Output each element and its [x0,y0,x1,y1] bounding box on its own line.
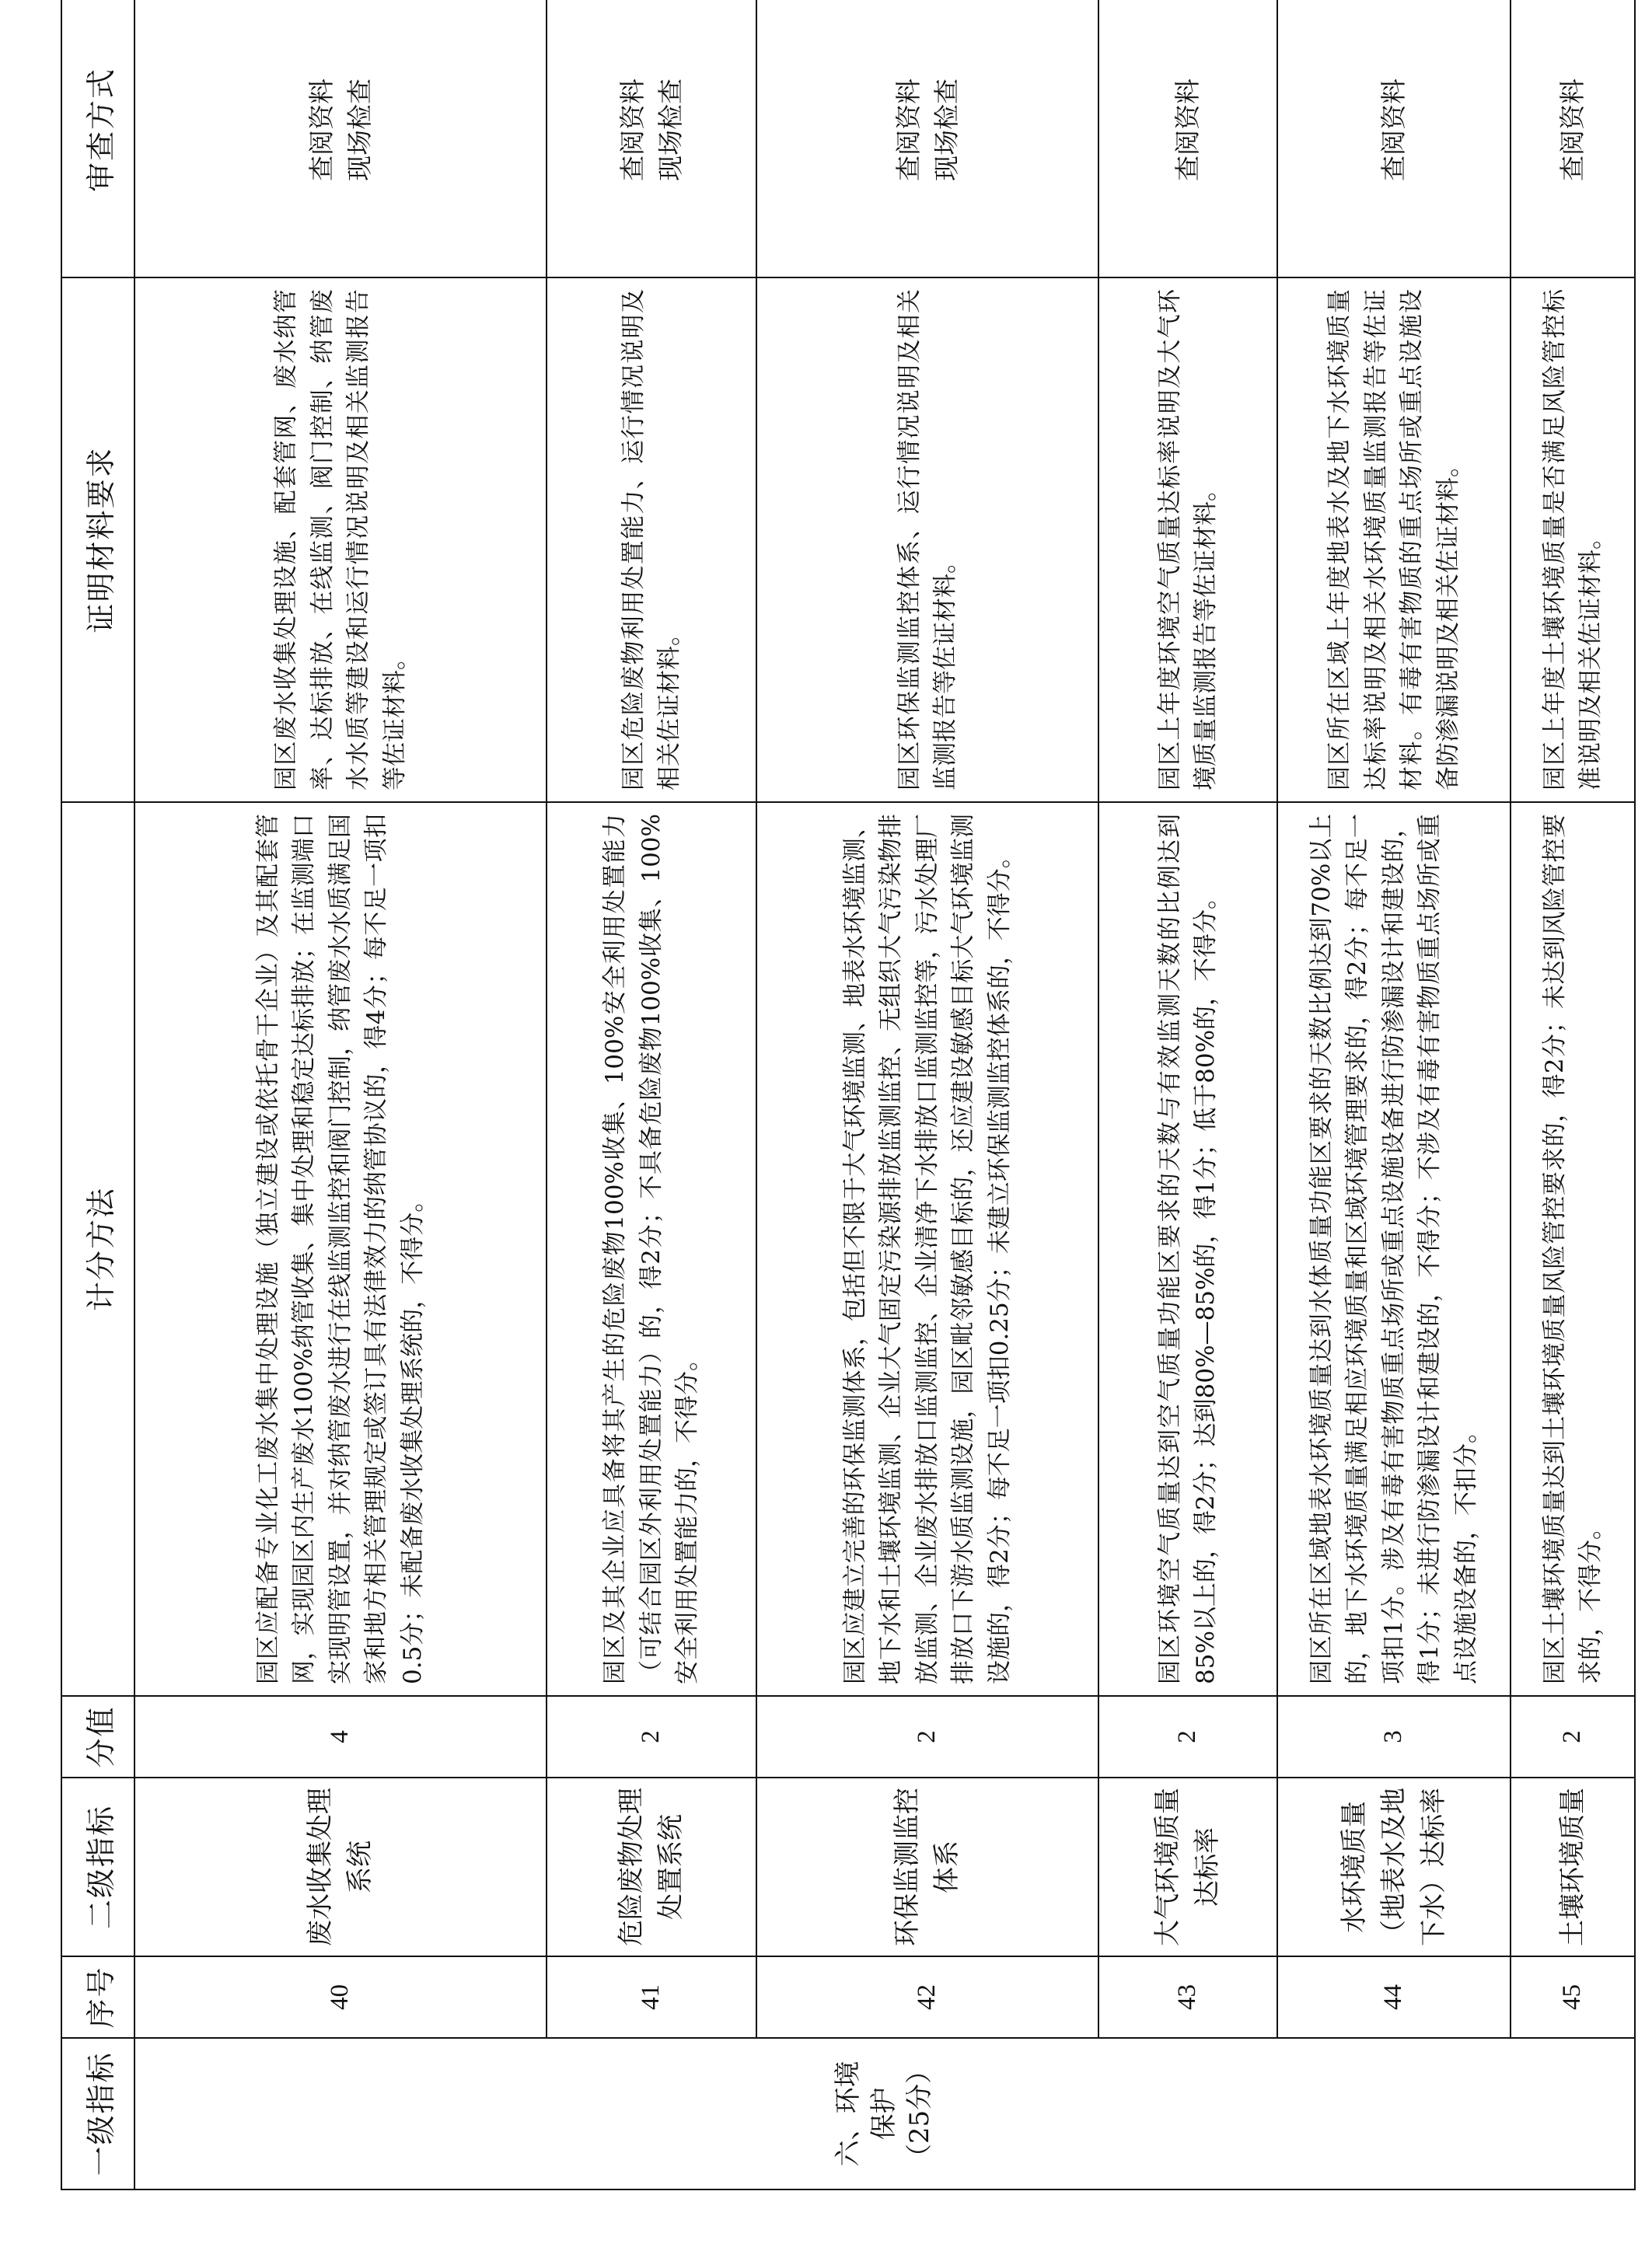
evidence-requirement: 园区废水收集处理设施、配套管网、废水纳管率、达标排放、在线监测、阀门控制、纳管废水水质等建设和运行情况说明及相关监测报告等佐证材料。 [134,277,547,802]
level2-indicator: 废水收集处理系统 [134,1778,547,1956]
row-number: 42 [756,1956,1098,2038]
level1-cell [134,2038,1635,2189]
review-method: 查阅资料 [1511,0,1635,277]
review-method: 查阅资料 [1277,0,1511,277]
table-row [1098,0,1277,2189]
level2-indicator: 环保监测监控体系 [756,1778,1098,1956]
row-score: 2 [1098,1696,1277,1778]
table-row [547,0,756,2189]
evidence-requirement: 园区危险废物利用处置能力、运行情况说明及相关佐证材料。 [547,277,756,802]
level1-line: 六、环境 [833,2060,864,2167]
row-number: 45 [1511,1956,1635,2038]
rotated-page [61,0,1605,2190]
row-number: 43 [1098,1956,1277,2038]
evidence-requirement: 园区所在区域上年度地表水及地下水环境质量达标率说明及相关水环境质量监测报告等佐证材料。有毒有害物质的重点场所或重点设施设备防渗漏说明及相关佐证材料。 [1277,277,1511,802]
table-row [134,0,547,2189]
evidence-requirement: 园区上年度土壤环境质量是否满足风险管控标准说明及相关佐证材料。 [1511,277,1635,802]
row-number: 40 [134,1956,547,2038]
scoring-method: 园区土壤环境质量达到土壤环境质量风险管控要求的，得2分；未达到风险管控要求的，不得分。 [1511,802,1635,1696]
review-method: 查阅资料 现场检查 [547,0,756,277]
scoring-method: 园区所在区域地表水环境质量达到水体质量功能区要求的天数比例达到70%以上的，地下水环境质量满足相应环境质量和区域环境管理要求的，得2分；每不足一项扣1分。涉及有毒有害物质重点场所或重点设施设备进行防渗漏设计和建设的，得1分；未进行防渗漏设计和建设的，不得分；不涉及有毒有害物质重点场所或重点设施设备的，不扣分。 [1277,802,1511,1696]
header-level2: 二级指标 [61,1778,134,1956]
row-score: 3 [1277,1696,1511,1778]
evidence-requirement: 园区上年度环境空气质量达标率说明及大气环境质量监测报告等佐证材料。 [1098,277,1277,802]
header-row [61,0,134,2189]
scoring-method: 园区应建立完善的环保监测体系，包括但不限于大气环境监测、地表水环境监测、地下水和土壤环境监测、企业大气固定污染源排放监测监控、无组织大气污染物排放监测、企业废水排放口监测监控、企业清净下水排放口监测监控等，污水处理厂排放口下游水质监测设施，园区毗邻敏感目标的，还应建设敏感目标大气环境监测设施的，得2分；每不足一项扣0.25分；未建立环保监测监控体系的，不得分。 [756,802,1098,1696]
table-row [756,0,1098,2189]
table-row [1511,0,1635,2189]
row-score: 4 [134,1696,547,1778]
level2-indicator: 水环境质量（地表水及地下水）达标率 [1277,1778,1511,1956]
row-score: 2 [1511,1696,1635,1778]
evidence-requirement: 园区环保监测监控体系、运行情况说明及相关监测报告等佐证材料。 [756,277,1098,802]
row-number: 44 [1277,1956,1511,2038]
header-evidence: 证明材料要求 [61,277,134,802]
level1-line: 保护 [868,2087,900,2141]
level2-indicator: 危险废物处理处置系统 [547,1778,756,1956]
level2-indicator: 大气环境质量达标率 [1098,1778,1277,1956]
header-method: 计分方法 [61,802,134,1696]
header-score: 分值 [61,1696,134,1778]
scoring-method: 园区应配备专业化工废水集中处理设施（独立建设或依托骨干企业）及其配套管网，实现园区内生产废水100%纳管收集、集中处理和稳定达标排放；在监测端口实现明管设置，并对纳管废水进行在线监测监控和阀门控制，纳管废水水质满足国家和地方相关管理规定或签订具有法律效力的纳管协议的，得4分；每不足一项扣0.5分；未配备废水收集处理系统的，不得分。 [134,802,547,1696]
level1-line: （25分） [903,2057,935,2171]
level2-indicator: 土壤环境质量 [1511,1778,1635,1956]
review-method: 查阅资料 现场检查 [134,0,547,277]
table-row [1277,0,1511,2189]
row-score: 2 [547,1696,756,1778]
row-score: 2 [756,1696,1098,1778]
scoring-method: 园区及其企业应具备将其产生的危险废物100%收集、100%安全利用处置能力（可结合园区外利用处置能力）的，得2分；不具备危险废物100%收集、100%安全利用处置能力的，不得分。 [547,802,756,1696]
header-level1: 一级指标 [61,2038,134,2189]
review-method: 查阅资料 [1098,0,1277,277]
scoring-method: 园区环境空气质量达到空气质量功能区要求的天数与有效监测天数的比例达到85%以上的，得2分；达到80%—85%的，得1分；低于80%的，不得分。 [1098,802,1277,1696]
review-method: 查阅资料 现场检查 [756,0,1098,277]
evaluation-table [61,0,1636,2190]
header-no: 序号 [61,1956,134,2038]
row-number: 41 [547,1956,756,2038]
header-review: 审查方式 [61,0,134,277]
